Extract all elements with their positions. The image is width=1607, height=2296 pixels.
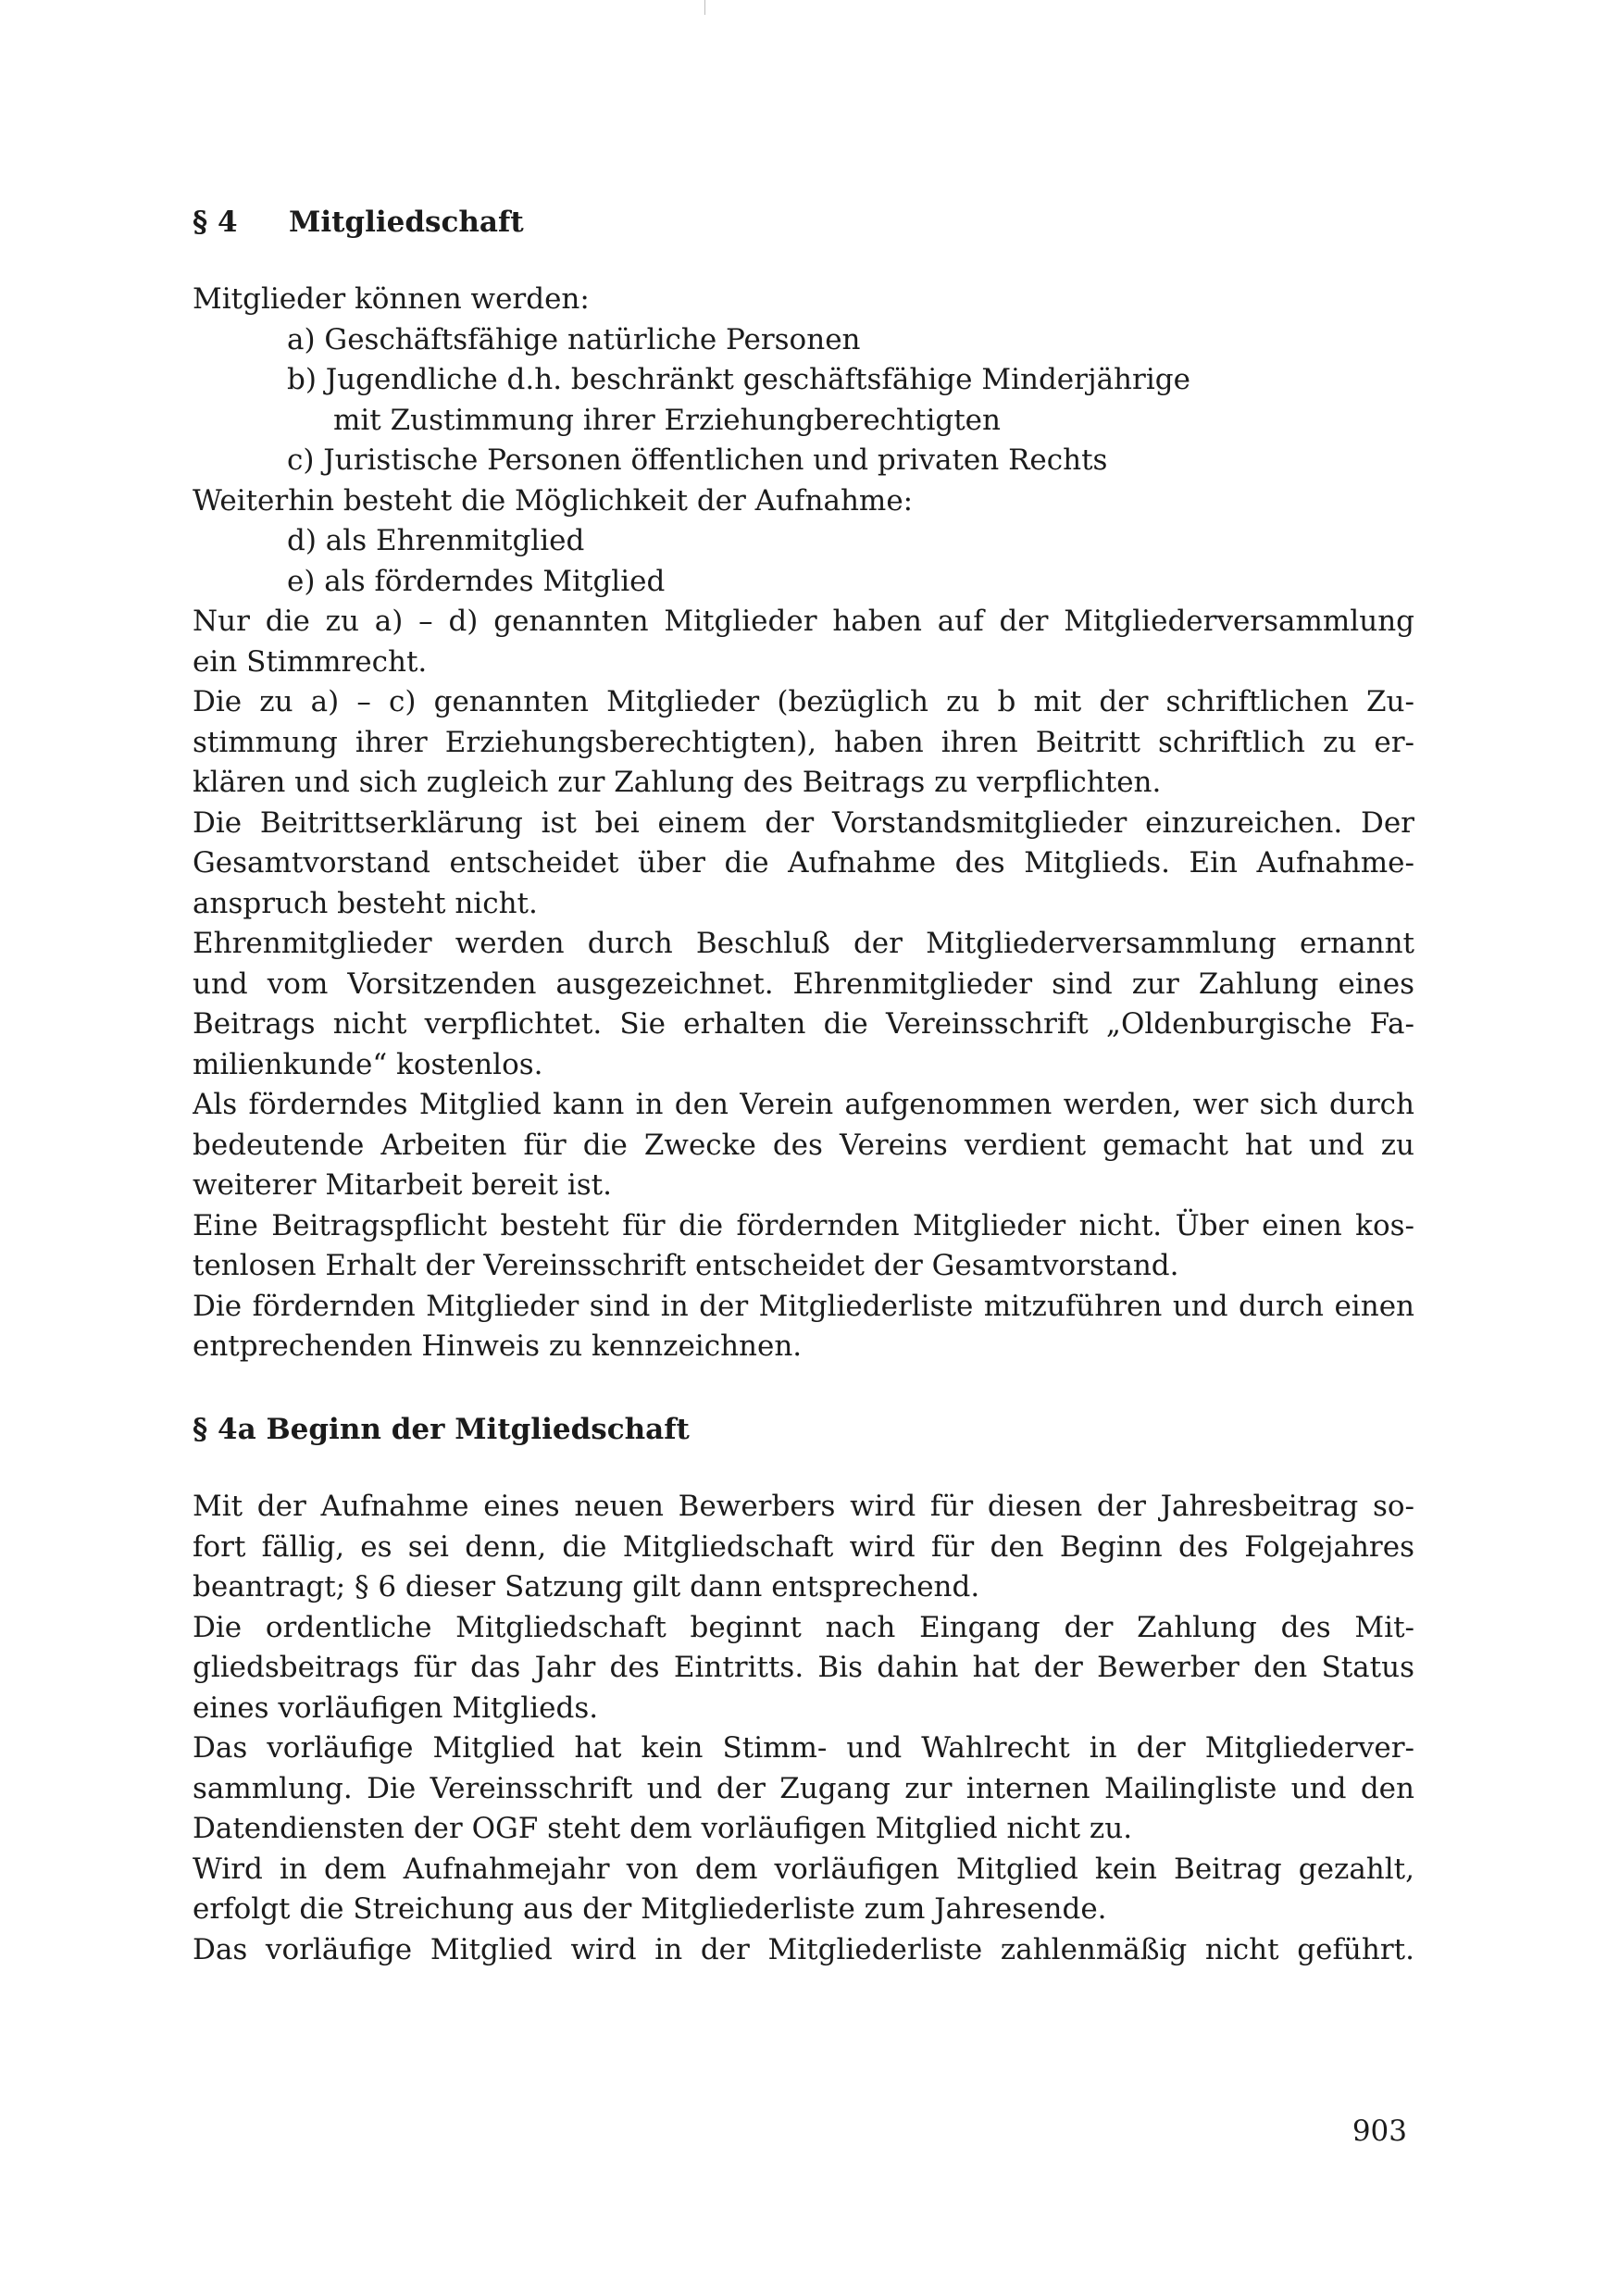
text-line: erfolgt die Streichung aus der Mitgliederliste zum Jahresende. [193, 1892, 1107, 1926]
text-line: Das vorläufige Mitglied wird in der Mitgliederliste zahlenmäßig nicht geführt. [193, 1932, 1414, 1966]
text-line: ein Stimmrecht. [193, 644, 428, 679]
text-line: Gesamtvorstand entscheidet über die Aufnahme des Mitglieds. Ein Aufnahme- [193, 846, 1414, 880]
text-line: Das vorläufige Mitglied hat kein Stimm- und Wahlrecht in der Mitgliederver- [193, 1731, 1414, 1765]
text-line: Nur die zu a) – d) genannten Mitglieder haben auf der Mitgliederversammlung [193, 605, 1414, 638]
text-line: milienkunde“ kostenlos. [193, 1047, 543, 1081]
text-line: tenlosen Erhalt der Vereinsschrift entscheidet der Gesamtvorstand. [193, 1249, 1179, 1282]
text-line: bedeutende Arbeiten für die Zwecke des Vereins verdient gemacht hat und zu [193, 1128, 1414, 1162]
scan-mark [704, 0, 705, 15]
section-4-number: § 4 [193, 206, 238, 239]
section-4a-body [193, 1487, 1414, 1970]
text-line: Ehrenmitglieder werden durch Beschluß der Mitgliederversammlung ernannt [193, 927, 1414, 960]
text-line: Datendiensten der OGF steht dem vorläufigen Mitglied nicht zu. [193, 1812, 1133, 1845]
text-line: Die zu a) – c) genannten Mitglieder (bezüglich zu b mit der schriftlichen Zu- [193, 685, 1414, 718]
text-line: und vom Vorsitzenden ausgezeichnet. Ehrenmitglieder sind zur Zahlung eines [193, 967, 1414, 1001]
section-4-body [193, 280, 1414, 1367]
text-line: gliedsbeitrags für das Jahr des Eintritts. Bis dahin hat der Bewerber den Status [193, 1651, 1414, 1684]
text-line: e) als förderndes Mitglied [287, 564, 666, 598]
text-line: anspruch besteht nicht. [193, 886, 538, 920]
section-4-heading [193, 202, 524, 243]
text-line: stimmung ihrer Erziehungsberechtigten), haben ihren Beitritt schriftlich zu er- [193, 725, 1414, 759]
text-line: Beitrags nicht verpflichtet. Sie erhalten die Vereinsschrift „Oldenburgische Fa- [193, 1007, 1414, 1041]
page-number: 903 [1352, 2115, 1407, 2148]
text-line: Weiterhin besteht die Möglichkeit der Aufnahme: [193, 483, 914, 518]
text-line: Mit der Aufnahme eines neuen Bewerbers wird für diesen der Jahresbeitrag so- [193, 1490, 1414, 1523]
text-line: b) Jugendliche d.h. beschränkt geschäftsfähige Minderjährige [287, 363, 1190, 396]
text-line: Die ordentliche Mitgliedschaft beginnt nach Eingang der Zahlung des Mit- [193, 1610, 1414, 1644]
text-line: Wird in dem Aufnahmejahr von dem vorläufigen Mitglied kein Beitrag gezahlt, [193, 1852, 1414, 1886]
text-line: beantragt; § 6 dieser Satzung gilt dann entsprechend. [193, 1570, 980, 1603]
text-line: Die Beitrittserklärung ist bei einem der Vorstandsmitglieder einzureichen. Der [193, 805, 1414, 840]
section-4a-heading: § 4a Beginn der Mitgliedschaft [193, 1413, 690, 1446]
section-4-title: Mitgliedschaft [289, 206, 524, 239]
text-line: klären und sich zugleich zur Zahlung des Beitrags zu verpflichten. [193, 766, 1162, 799]
text-line: Als förderndes Mitglied kann in den Verein aufgenommen werden, wer sich durch [193, 1088, 1414, 1121]
text-line: sammlung. Die Vereinsschrift und der Zugang zur internen Mailingliste und den [193, 1771, 1414, 1805]
text-line: eines vorläufigen Mitglieds. [193, 1691, 599, 1725]
text-line: Eine Beitragspflicht besteht für die fördernden Mitglieder nicht. Über einen kos- [193, 1208, 1414, 1242]
text-line: fort fällig, es sei denn, die Mitgliedschaft wird für den Beginn des Folgejahres [193, 1529, 1414, 1564]
text-line: Mitglieder können werden: [193, 282, 590, 316]
text-line: c) Juristische Personen öffentlichen und privaten Rechts [287, 443, 1108, 477]
text-line: Die fördernden Mitglieder sind in der Mitgliederliste mitzuführen und durch einen [193, 1289, 1414, 1323]
text-line: weiterer Mitarbeit bereit ist. [193, 1168, 612, 1202]
text-line: d) als Ehrenmitglied [287, 524, 585, 557]
text-line: mit Zustimmung ihrer Erziehungberechtigten [333, 403, 1001, 437]
text-line: a) Geschäftsfähige natürliche Personen [287, 322, 861, 356]
text-line: entprechenden Hinweis zu kennzeichnen. [193, 1329, 803, 1363]
